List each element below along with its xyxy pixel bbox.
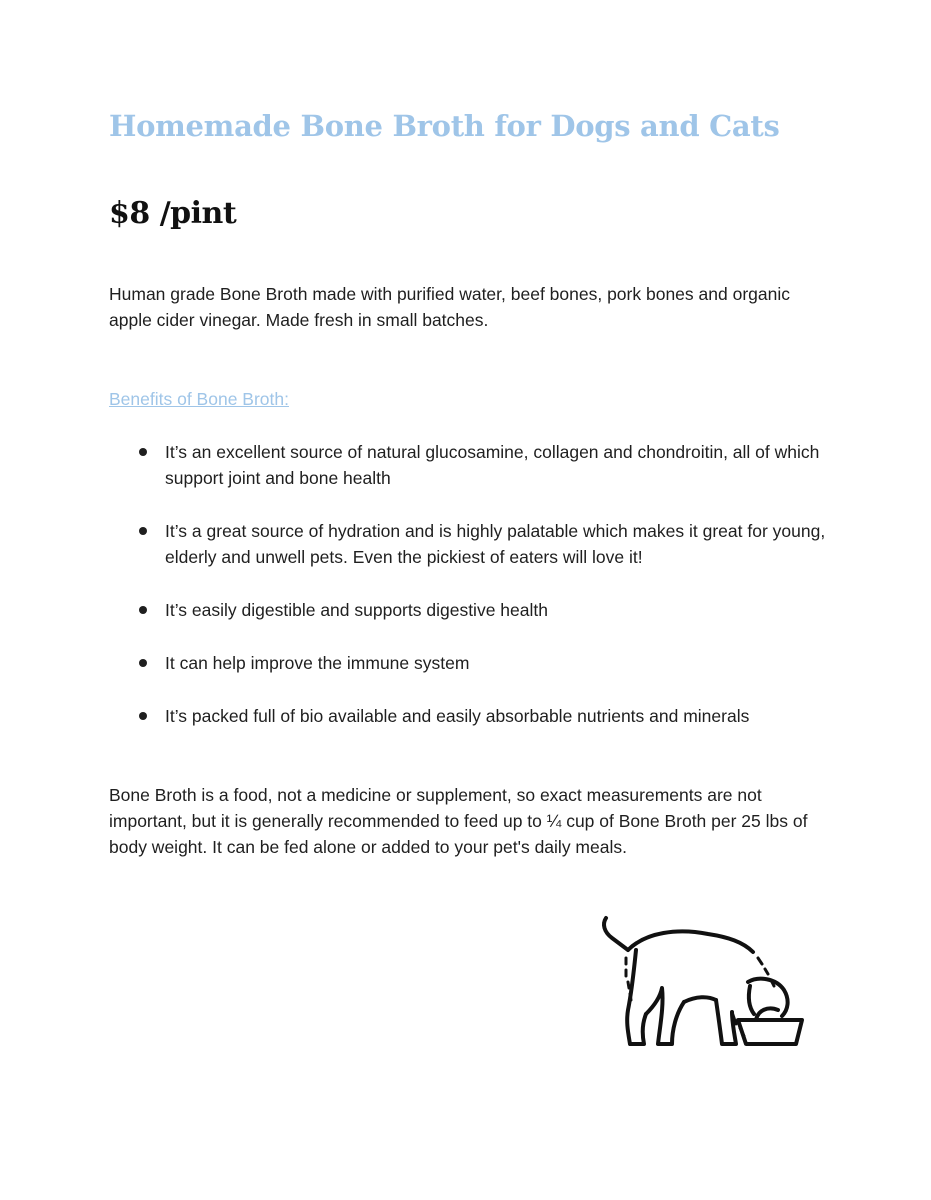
price-heading: $8 /pint	[109, 196, 237, 231]
bullet-icon	[139, 659, 147, 667]
list-item	[109, 439, 829, 491]
list-item	[109, 703, 829, 729]
bullet-icon	[139, 527, 147, 535]
list-item	[109, 650, 829, 676]
bullet-icon	[139, 712, 147, 720]
benefits-heading-link[interactable]: Benefits of Bone Broth:	[109, 389, 289, 409]
list-item	[109, 597, 829, 623]
feeding-note-paragraph: Bone Broth is a food, not a medicine or supplement, so exact measurements are not important, but it is generally recommended to feed up to ¼ cup of Bone Broth per 25 lbs of body weight. It can be fed alone or added to your pet's daily meals.	[109, 785, 808, 857]
dog-eating-from-bowl-icon	[598, 910, 808, 1055]
benefit-text: It’s an excellent source of natural glucosamine, collagen and chondroitin, all of which support joint and bone health	[165, 442, 820, 488]
benefit-text: It’s packed full of bio available and easily absorbable nutrients and minerals	[165, 706, 750, 726]
page-title: Homemade Bone Broth for Dogs and Cats	[109, 109, 780, 143]
benefits-list	[109, 439, 829, 756]
list-item	[109, 518, 829, 570]
intro-paragraph: Human grade Bone Broth made with purified water, beef bones, pork bones and organic apple cider vinegar. Made fresh in small batches.	[109, 284, 790, 330]
benefit-text: It’s easily digestible and supports digestive health	[165, 600, 548, 620]
bullet-icon	[139, 448, 147, 456]
benefit-text: It can help improve the immune system	[165, 653, 470, 673]
bullet-icon	[139, 606, 147, 614]
benefit-text: It’s a great source of hydration and is highly palatable which makes it great for young, elderly and unwell pets. Even the pickiest of eaters will love it!	[165, 521, 826, 567]
